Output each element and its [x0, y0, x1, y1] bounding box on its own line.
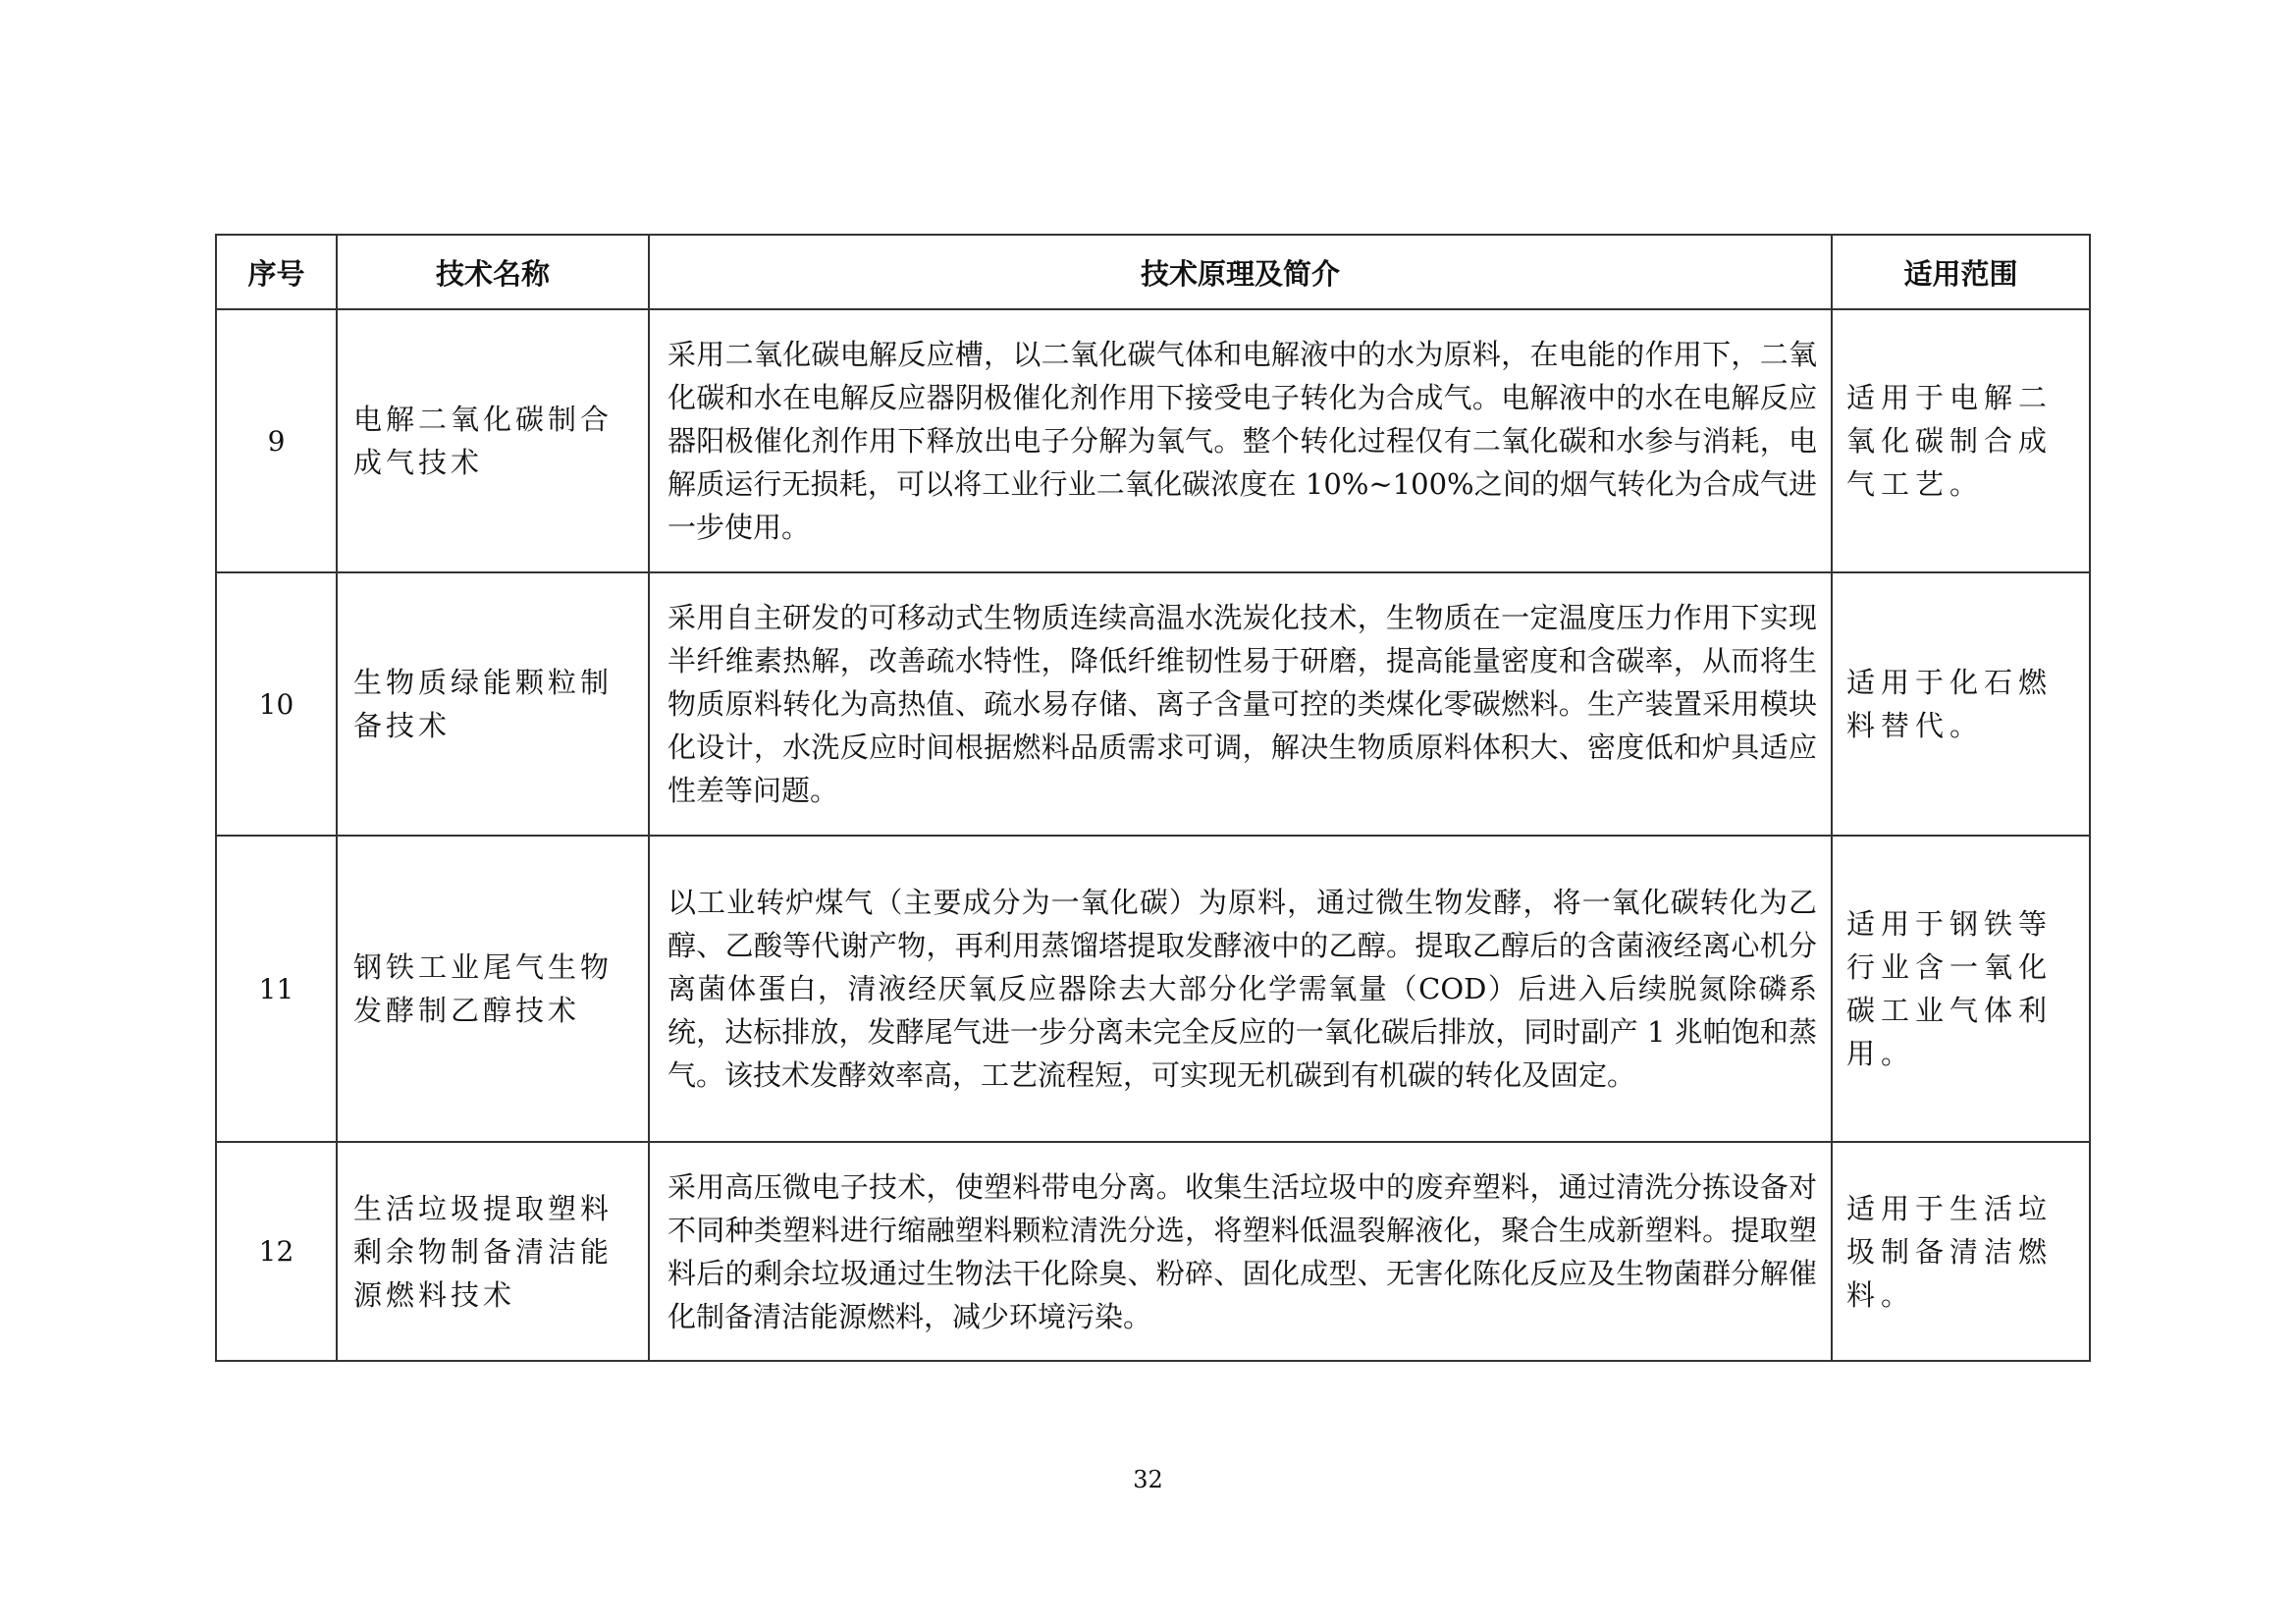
description-cell: 以工业转炉煤气（主要成分为一氧化碳）为原料，通过微生物发酵，将一氧化碳转化为乙醇、乙酸等代谢产物，再利用蒸馏塔提取发酵液中的乙醇。提取乙醇后的含菌液经离心机分离菌体蛋白，清液经厌氧反应器除去大部分化学需氧量（COD）后进入后续脱氮除磷系统，达标排放，发酵尾气进一步分离未完全反应的一氧化碳后排放，同时副产 1 兆帕饱和蒸气。该技术发酵效率高，工艺流程短，可实现无机碳到有机碳的转化及固定。	[649, 836, 1832, 1142]
technology-name-cell: 电解二氧化碳制合成气技术	[337, 309, 649, 572]
technology-table	[215, 234, 2091, 1362]
scope-cell: 适用于生活垃圾制备清洁燃料。	[1832, 1142, 2090, 1361]
page-number: 32	[1133, 1466, 1163, 1493]
technology-name-cell: 生物质绿能颗粒制备技术	[337, 572, 649, 836]
description-cell: 采用自主研发的可移动式生物质连续高温水洗炭化技术，生物质在一定温度压力作用下实现半纤维素热解，改善疏水特性，降低纤维韧性易于研磨，提高能量密度和含碳率，从而将生物质原料转化为高热值、疏水易存储、离子含量可控的类煤化零碳燃料。生产装置采用模块化设计，水洗反应时间根据燃料品质需求可调，解决生物质原料体积大、密度低和炉具适应性差等问题。	[649, 572, 1832, 836]
table-header-row	[216, 235, 2090, 309]
serial-number-cell: 10	[216, 572, 337, 836]
header-applicable-scope: 适用范围	[1832, 235, 2090, 309]
header-principle-description: 技术原理及简介	[649, 235, 1832, 309]
scope-cell: 适用于化石燃料替代。	[1832, 572, 2090, 836]
scope-cell: 适用于钢铁等行业含一氧化碳工业气体利用。	[1832, 836, 2090, 1142]
header-technology-name: 技术名称	[337, 235, 649, 309]
serial-number-cell: 11	[216, 836, 337, 1142]
table-row	[216, 572, 2090, 836]
table-row	[216, 309, 2090, 572]
table-row	[216, 1142, 2090, 1361]
header-serial-number: 序号	[216, 235, 337, 309]
description-cell: 采用二氧化碳电解反应槽，以二氧化碳气体和电解液中的水为原料，在电能的作用下，二氧化碳和水在电解反应器阴极催化剂作用下接受电子转化为合成气。电解液中的水在电解反应器阳极催化剂作用下释放出电子分解为氧气。整个转化过程仅有二氧化碳和水参与消耗，电解质运行无损耗，可以将工业行业二氧化碳浓度在 10%~100%之间的烟气转化为合成气进一步使用。	[649, 309, 1832, 572]
table-row	[216, 836, 2090, 1142]
description-cell: 采用高压微电子技术，使塑料带电分离。收集生活垃圾中的废弃塑料，通过清洗分拣设备对不同种类塑料进行缩融塑料颗粒清洗分选，将塑料低温裂解液化，聚合生成新塑料。提取塑料后的剩余垃圾通过生物法干化除臭、粉碎、固化成型、无害化陈化反应及生物菌群分解催化制备清洁能源燃料，减少环境污染。	[649, 1142, 1832, 1361]
technology-name-cell: 钢铁工业尾气生物发酵制乙醇技术	[337, 836, 649, 1142]
technology-name-cell: 生活垃圾提取塑料剩余物制备清洁能源燃料技术	[337, 1142, 649, 1361]
serial-number-cell: 9	[216, 309, 337, 572]
scope-cell: 适用于电解二氧化碳制合成气工艺。	[1832, 309, 2090, 572]
serial-number-cell: 12	[216, 1142, 337, 1361]
